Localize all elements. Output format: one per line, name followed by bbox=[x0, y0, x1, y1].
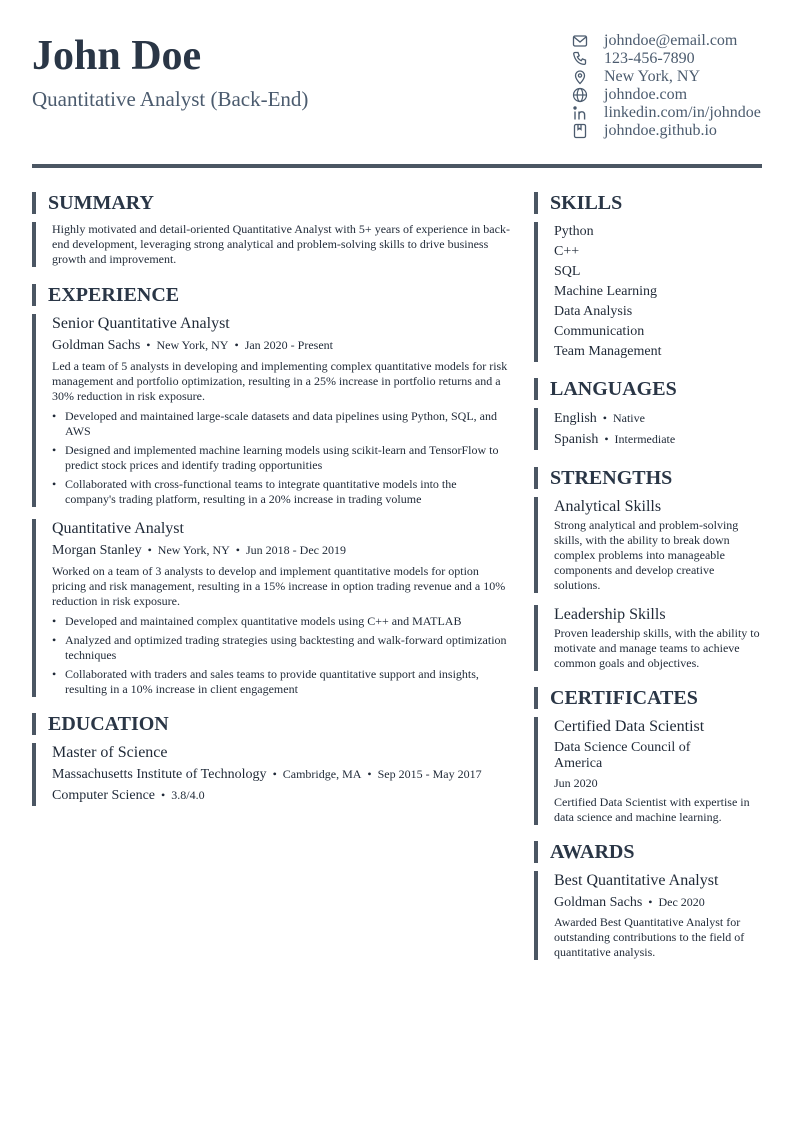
strength-entry bbox=[534, 497, 762, 593]
job-bullet: • Designed and implemented machine learning models using scikit-learn and TensorFlow to predict stock prices and identify trading opportunities bbox=[52, 443, 510, 473]
contact-website-text: johndoe.com bbox=[604, 86, 688, 103]
job-bullets bbox=[52, 409, 510, 507]
job-dates: Jan 2020 - Present bbox=[244, 338, 334, 352]
award-meta bbox=[554, 892, 762, 913]
candidate-title: Quantitative Analyst (Back-End) bbox=[32, 87, 309, 111]
separator-dot: • bbox=[367, 767, 372, 781]
certificate-entry bbox=[534, 717, 762, 825]
language-item bbox=[554, 429, 762, 450]
job-bullet: • Collaborated with cross-functional teams to integrate quantitative models into the company's trading platform, resulting in a 20% increase in trading volume bbox=[52, 477, 510, 507]
job-location: New York, NY bbox=[156, 338, 229, 352]
separator-dot: • bbox=[161, 788, 166, 802]
job-entry bbox=[32, 314, 510, 507]
contact-phone[interactable] bbox=[572, 50, 772, 68]
skill-item: C++ bbox=[554, 244, 580, 259]
skill-item: Machine Learning bbox=[554, 284, 658, 299]
degree: Master of Science bbox=[52, 744, 168, 761]
location-pin-icon bbox=[572, 69, 588, 85]
strength-entry bbox=[534, 605, 762, 671]
candidate-name: John Doe bbox=[32, 33, 202, 79]
certificate-text: Certified Data Scientist with expertise in data science and machine learning. bbox=[554, 795, 750, 824]
language-item bbox=[554, 408, 762, 429]
certificate-date: Jun 2020 bbox=[554, 776, 598, 790]
contact-github-text: johndoe.github.io bbox=[604, 122, 717, 139]
skill-item: SQL bbox=[554, 264, 581, 279]
award-title: Best Quantitative Analyst bbox=[554, 872, 719, 889]
skill-item: Team Management bbox=[554, 344, 662, 359]
contact-location bbox=[572, 68, 772, 86]
award-issuer: Goldman Sachs bbox=[554, 895, 643, 910]
strengths-heading: STRENGTHS bbox=[534, 467, 762, 489]
linkedin-icon bbox=[572, 105, 588, 121]
left-column bbox=[32, 192, 510, 806]
school-location: Cambridge, MA bbox=[282, 767, 362, 781]
mail-icon bbox=[572, 33, 588, 49]
contact-email[interactable] bbox=[572, 32, 772, 50]
skill-item: Communication bbox=[554, 324, 645, 339]
language-level: Native bbox=[612, 411, 645, 425]
job-title: Senior Quantitative Analyst bbox=[52, 315, 230, 332]
job-bullet: • Collaborated with traders and sales teams to provide quantitative support and insights, resulting in a 10% increase in client engagement bbox=[52, 667, 510, 697]
certificate-title: Certified Data Scientist bbox=[554, 718, 705, 735]
certificate-issuer: Data Science Council of America bbox=[554, 740, 691, 771]
job-title: Quantitative Analyst bbox=[52, 520, 184, 537]
contact-website[interactable] bbox=[572, 86, 772, 104]
summary-heading: SUMMARY bbox=[32, 192, 510, 214]
job-description: Worked on a team of 3 analysts to develop and implement quantitative models for option pricing and risk management, resulting in a 15% increase in option trading revenue and a 10% reduction in risk exposure. bbox=[52, 564, 506, 608]
skill-item: Python bbox=[554, 224, 594, 239]
job-meta bbox=[52, 540, 510, 561]
job-dates: Jun 2018 - Dec 2019 bbox=[246, 543, 346, 557]
job-meta bbox=[52, 335, 510, 356]
languages-block bbox=[534, 408, 762, 450]
education-meta bbox=[52, 764, 510, 785]
certificates-heading: CERTIFICATES bbox=[534, 687, 762, 709]
separator-dot: • bbox=[604, 432, 609, 446]
separator-dot: • bbox=[602, 411, 607, 425]
github-icon bbox=[572, 123, 588, 139]
separator-dot: • bbox=[272, 767, 277, 781]
skills-block bbox=[534, 222, 762, 362]
separator-dot: • bbox=[146, 338, 151, 352]
education-field-row bbox=[52, 785, 510, 806]
resume-header bbox=[32, 32, 762, 152]
job-bullet: • Analyzed and optimized trading strategies using backtesting and walk-forward optimization techniques bbox=[52, 633, 510, 663]
skills-heading: SKILLS bbox=[534, 192, 762, 214]
job-bullets bbox=[52, 614, 510, 697]
separator-dot: • bbox=[147, 543, 152, 557]
gpa: 3.8/4.0 bbox=[171, 788, 205, 802]
contact-github[interactable] bbox=[572, 122, 772, 140]
award-entry bbox=[534, 871, 762, 960]
job-bullet: • Developed and maintained large-scale datasets and data pipelines using Python, SQL, and AWS bbox=[52, 409, 510, 439]
contact-linkedin-text: linkedin.com/in/johndoe bbox=[604, 104, 761, 121]
awards-heading: AWARDS bbox=[534, 841, 762, 863]
education-dates: Sep 2015 - May 2017 bbox=[377, 767, 482, 781]
experience-heading: EXPERIENCE bbox=[32, 284, 510, 306]
header-divider bbox=[32, 164, 762, 168]
education-heading: EDUCATION bbox=[32, 713, 510, 735]
languages-heading: LANGUAGES bbox=[534, 378, 762, 400]
job-entry bbox=[32, 519, 510, 697]
strength-title: Leadership Skills bbox=[554, 606, 666, 623]
job-company: Morgan Stanley bbox=[52, 543, 142, 558]
language-name: Spanish bbox=[554, 432, 599, 447]
strength-text: Strong analytical and problem-solving skills, with the ability to break down complex problems into manageable components and develop creative solutions. bbox=[554, 518, 739, 592]
strength-title: Analytical Skills bbox=[554, 498, 662, 515]
contact-linkedin[interactable] bbox=[572, 104, 772, 122]
language-name: English bbox=[554, 411, 597, 426]
contact-location-text: New York, NY bbox=[604, 68, 701, 85]
award-date: Dec 2020 bbox=[658, 895, 705, 909]
skill-item: Data Analysis bbox=[554, 304, 633, 319]
summary-text: Highly motivated and detail-oriented Quantitative Analyst with 5+ years of experience in back-end development, leveraging strong analytical and problem-solving skills to drive business growth and improvement. bbox=[52, 222, 510, 266]
contact-email-text: johndoe@email.com bbox=[604, 32, 738, 49]
summary-block bbox=[32, 222, 510, 267]
phone-icon bbox=[572, 51, 588, 67]
separator-dot: • bbox=[234, 338, 239, 352]
strength-text: Proven leadership skills, with the ability to motivate and manage teams to achieve common goals and objectives. bbox=[554, 626, 760, 670]
job-company: Goldman Sachs bbox=[52, 338, 141, 353]
education-block bbox=[32, 743, 510, 806]
globe-icon bbox=[572, 87, 588, 103]
school-name: Massachusetts Institute of Technology bbox=[52, 767, 267, 782]
field-of-study: Computer Science bbox=[52, 788, 156, 803]
right-column bbox=[534, 192, 762, 960]
contact-list bbox=[572, 32, 772, 140]
separator-dot: • bbox=[235, 543, 240, 557]
language-level: Intermediate bbox=[614, 432, 676, 446]
award-text: Awarded Best Quantitative Analyst for outstanding contributions to the field of quantitative analysis. bbox=[554, 915, 745, 959]
job-description: Led a team of 5 analysts in developing and implementing complex quantitative models for risk management and portfolio optimization, resulting in a 25% increase in portfolio returns and a 30% reduction in risk exposure. bbox=[52, 359, 508, 403]
contact-phone-text: 123-456-7890 bbox=[604, 50, 695, 67]
separator-dot: • bbox=[648, 895, 653, 909]
job-bullet: • Developed and maintained complex quantitative models using C++ and MATLAB bbox=[52, 614, 510, 629]
job-location: New York, NY bbox=[157, 543, 230, 557]
